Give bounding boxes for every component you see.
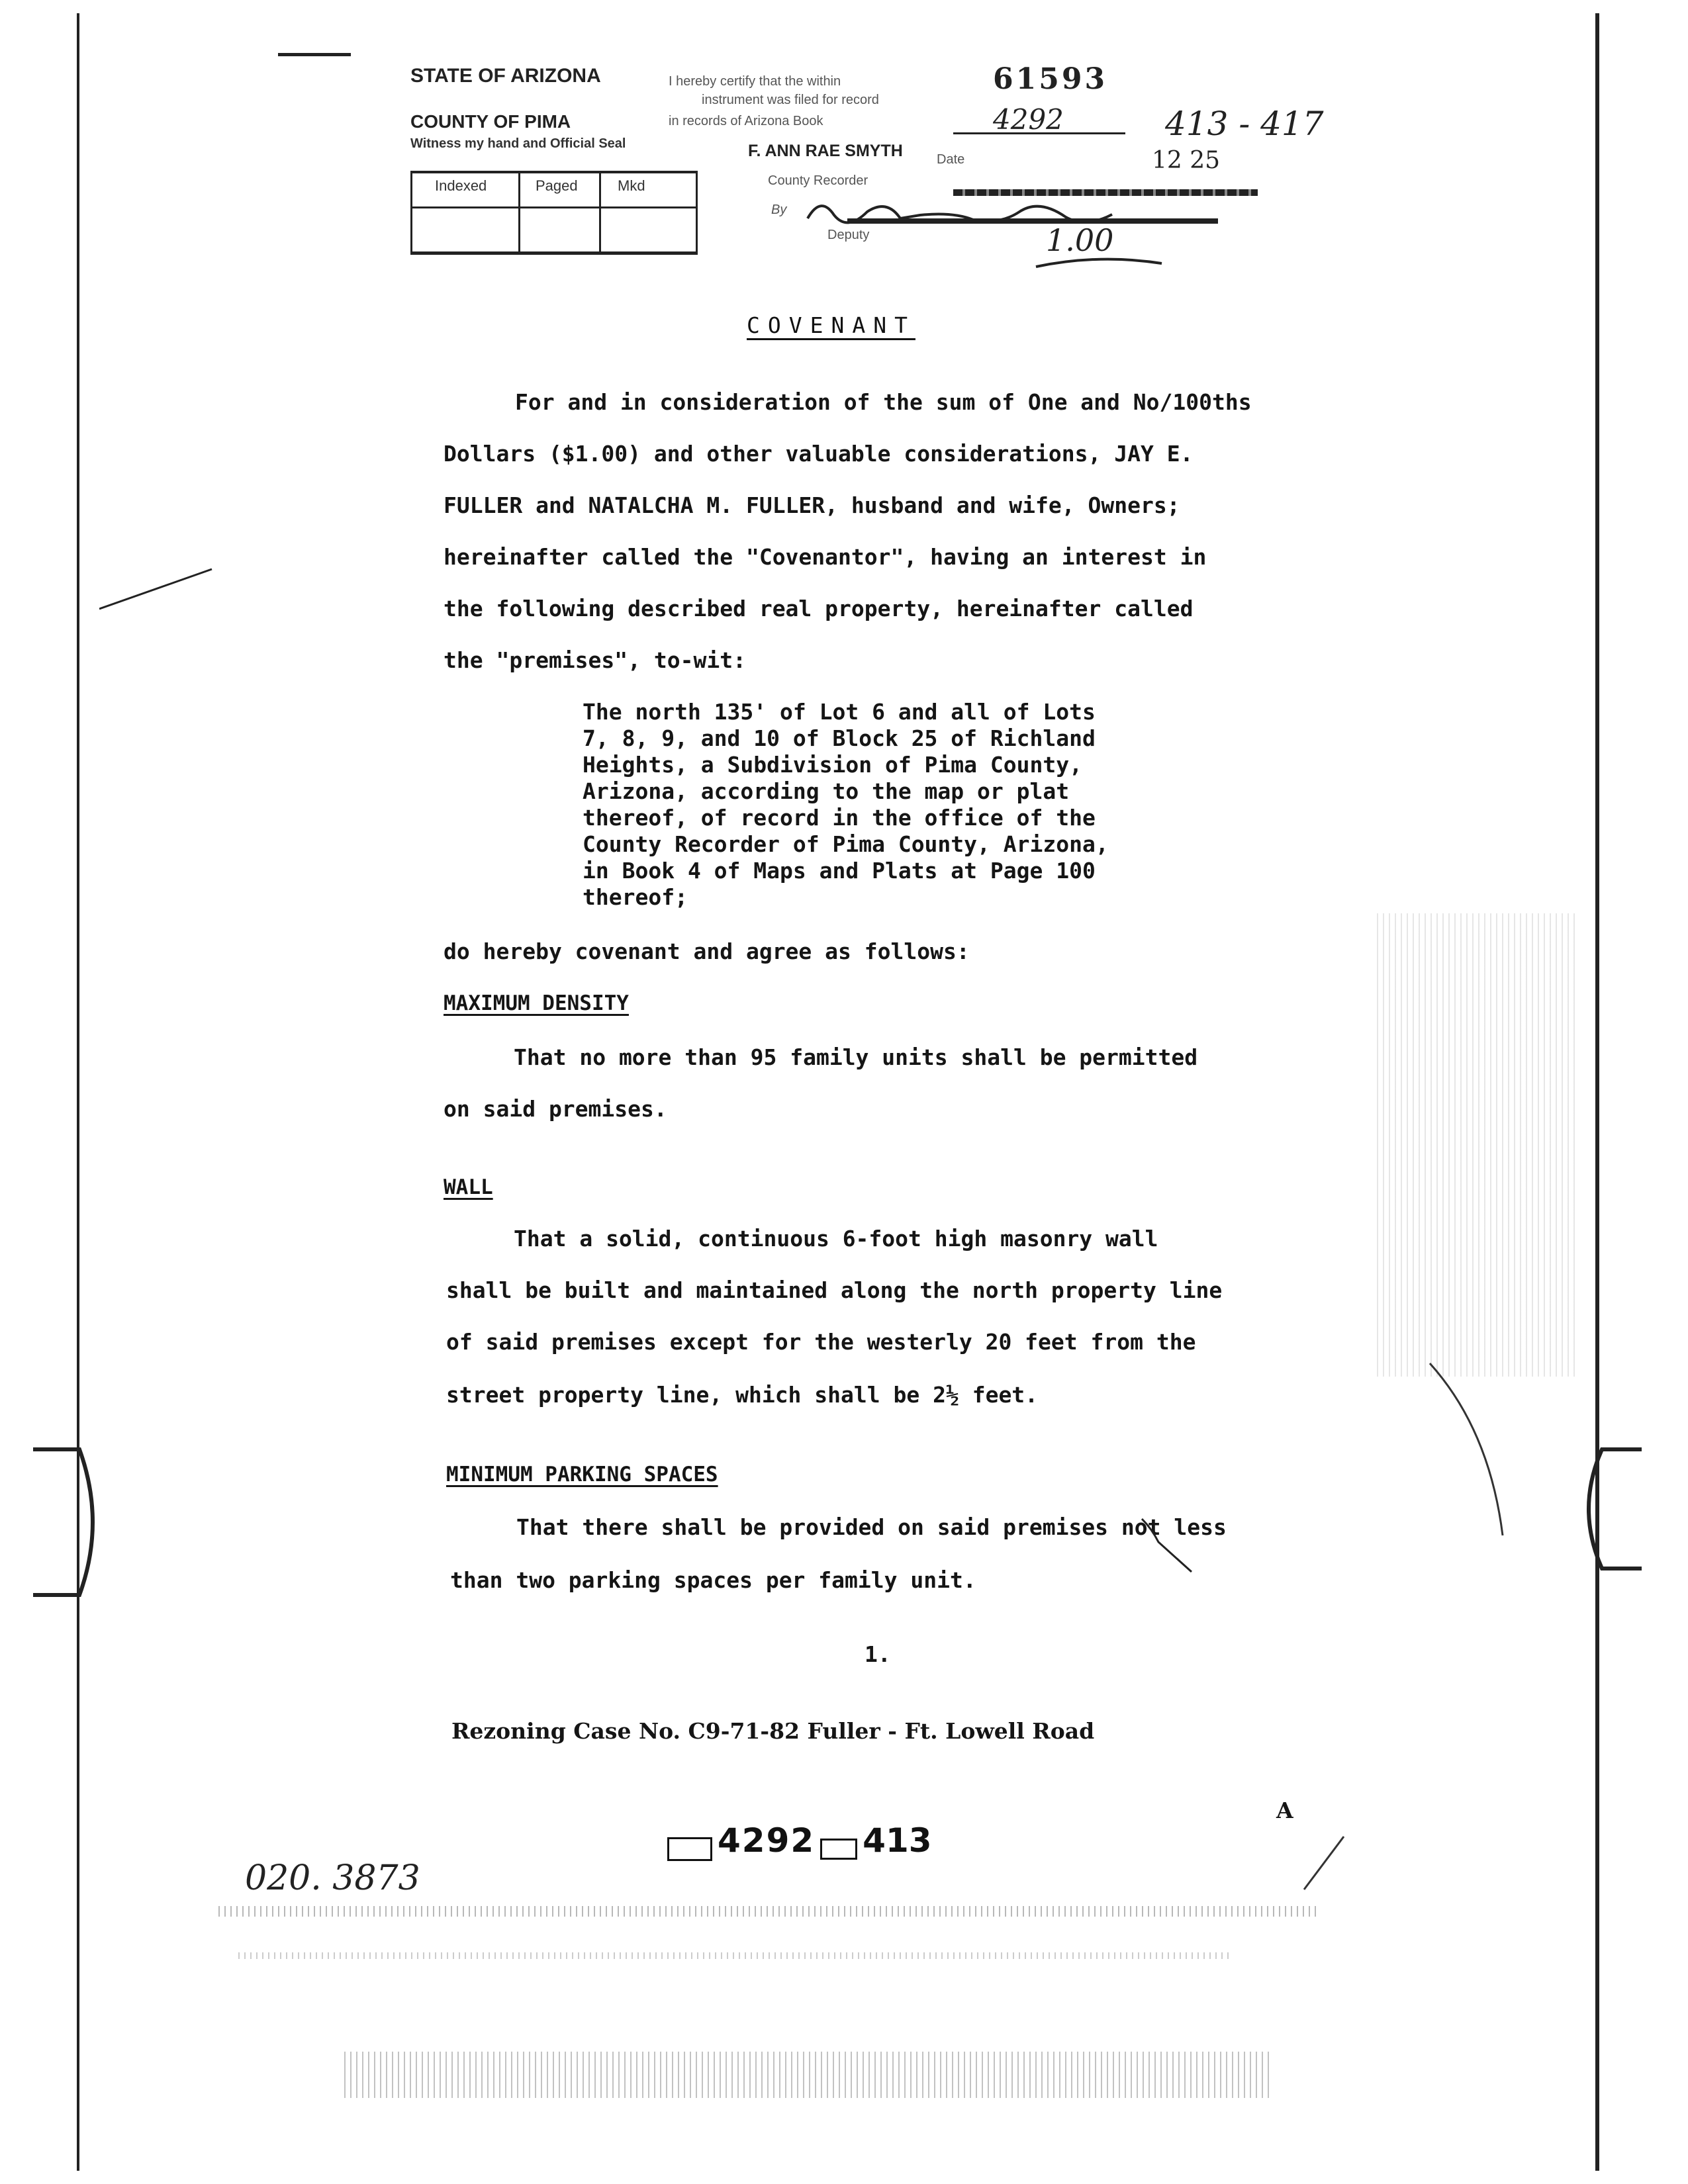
right-page-edge [1595,13,1599,2171]
intro-line-6: the "premises", to-wit: [444,647,746,673]
right-bottom-stroke [1297,1833,1350,1893]
pages-handwritten: 413 - 417 [1165,105,1324,143]
wall-line-3: of said premises except for the westerly 20 feet from the [446,1329,1196,1355]
county-line: COUNTY OF PIMA [410,111,571,132]
intro-line-2: Dollars ($1.00) and other valuable considerations, JAY E. [444,441,1194,467]
wall-line-1: That a solid, continuous 6-foot high masonry wall [514,1226,1158,1251]
wall-line-2: shall be built and maintained along the north property line [446,1277,1223,1303]
covenant-line: do hereby covenant and agree as follows: [444,938,970,964]
right-margin-curve [1423,1357,1509,1542]
heading-wall: WALL [444,1175,493,1199]
wall-line-4: street property line, which shall be 2½ feet. [446,1382,1039,1408]
stamp-book-box [667,1837,712,1861]
date-label: Date [937,152,965,167]
density-line-2: on said premises. [444,1096,667,1122]
fee-handwritten: 1.00 [1046,222,1114,258]
index-col-mkd: Mkd [618,177,645,194]
records-text: in records of Arizona Book [669,114,823,128]
intro-line-4: hereinafter called the "Covenantor", having an interest in [444,544,1207,570]
index-col-paged: Paged [536,177,578,194]
intro-line-3: FULLER and NATALCHA M. FULLER, husband and wife, Owners; [444,492,1180,518]
scan-noise-right-margin [1377,913,1575,1377]
legal-description: The north 135' of Lot 6 and all of Lots 7, 8, 9, and 10 of Block 25 of Richland Heights, a Subdivision of Pima County, Arizona, according to the map or plat thereof, of record in the office of the County Recorder of Pima County, Arizona, in Book 4 of Maps and Plats at Page 100 thereof; [583,699,1109,910]
scan-noise-band-3 [344,2052,1271,2098]
by-label: By [771,203,787,217]
witness-line: Witness my hand and Official Seal [410,136,626,151]
left-page-edge [77,13,79,2171]
fee-underline [1033,250,1165,270]
heading-minimum-parking: MINIMUM PARKING SPACES [446,1463,718,1486]
rezoning-case-line: Rezoning Case No. C9-71-82 Fuller - Ft. Lowell Road [451,1718,1095,1744]
index-table [410,171,698,255]
scan-noise-band-1 [218,1906,1317,1917]
deputy-label: Deputy [827,228,870,242]
date-time: 12 25 [1152,147,1221,174]
exhibit-mark: A [1276,1797,1293,1823]
document-title: COVENANT [747,312,915,338]
book-handwritten: 4292 [993,103,1064,136]
right-binder-clip [1575,1443,1648,1575]
checkmark-stroke [1139,1516,1198,1575]
book-page-stamp [667,1821,932,1861]
parking-line-1: That there shall be provided on said premises not less [516,1514,1227,1540]
signature-bar [847,218,1218,224]
stamp-page-number: 413 [863,1821,932,1860]
top-dash-mark [278,53,351,56]
intro-line-1: For and in consideration of the sum of One and No/100ths [515,389,1252,415]
intro-line-5: the following described real property, hereinafter called [444,596,1194,621]
recorder-name: F. ANN RAE SMYTH [748,142,903,160]
left-margin-stroke [99,563,218,615]
stamp-book-number: 4292 [718,1821,816,1860]
heading-maximum-density: MAXIMUM DENSITY [444,991,629,1015]
left-binder-clip [20,1436,106,1608]
scan-noise-band-2 [238,1952,1231,1959]
filed-text: instrument was filed for record [702,93,879,107]
handwritten-reference: 020. 3873 [245,1858,420,1898]
index-col-indexed: Indexed [435,177,487,194]
document-number: 61593 [993,62,1108,96]
state-line: STATE OF ARIZONA [410,65,601,87]
county-recorder-label: County Recorder [768,173,868,188]
stamp-page-box [820,1839,857,1860]
certify-text: I hereby certify that the within [669,74,841,89]
parking-line-2: than two parking spaces per family unit. [450,1567,976,1593]
density-line-1: That no more than 95 family units shall be permitted [514,1044,1198,1070]
page-number: 1. [865,1641,891,1667]
